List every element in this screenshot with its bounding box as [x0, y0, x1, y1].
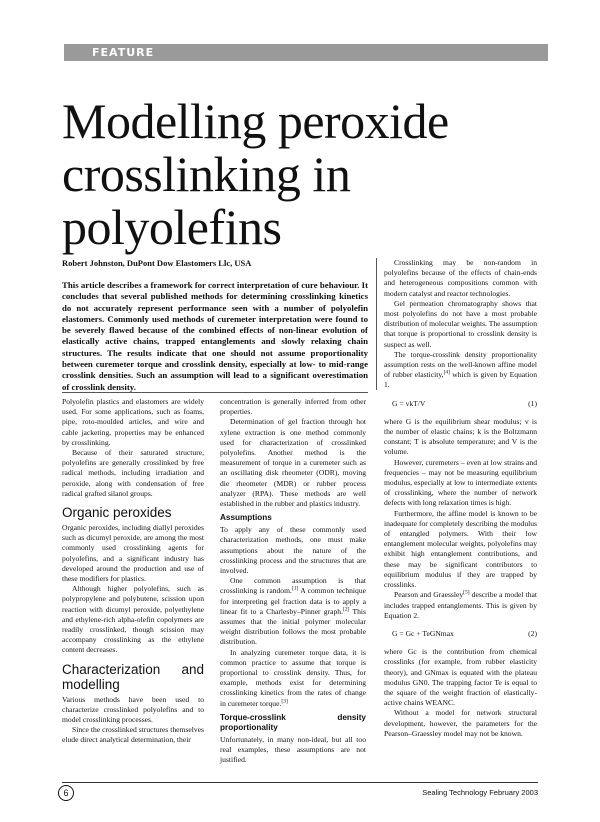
column-3 — [384, 258, 537, 739]
paragraph: However, curemeters – even at low strains and frequencies – may not be measuring equilibrium modulus, especially at low to intermediate extents of crosslinking, where the number of network defects with long relaxation times is high. — [384, 457, 537, 508]
paragraph: In analyzing curemeter torque data, it is common practice to assume that torque is proportional to crosslink density. Thus, for example, methods exist for determining crosslinking kinetics from the rates of change in curemeter torque.[3] — [220, 647, 366, 708]
reference-4: [4] — [443, 369, 450, 376]
paragraph: concentration is generally inferred from other properties. — [220, 397, 366, 417]
equation-1: G = vkT/V (1) — [392, 398, 537, 408]
reference-5: [5] — [463, 589, 470, 596]
abstract: This article describes a framework for correct interpretation of cure behaviour. It concludes that several published methods for determining crosslinking kinetics do not accurately represent performance seen with a number of polyolefin elastomers. Commonly used methods of curemeter interpretation were found to be severely flawed because of the combined effects of non-linear evolution of elastically active chains, trapped entanglements and slowly relaxing chain structures. The results indicate that one should not assume proportionality between curemeter torque and crosslink density, especially at low- to mid-range crosslink densities. Such an assumption will lead to a significant overestimation of crosslink density. — [62, 280, 368, 392]
byline: Robert Johnston, DuPont Dow Elastomers Llc, USA — [62, 258, 252, 268]
heading-characterization: Characterization and modelling — [62, 661, 204, 692]
column-divider — [376, 258, 377, 390]
paragraph: Since the crosslinked structures themselves elude direct analytical determination, their — [62, 725, 204, 745]
footer-rule — [62, 782, 538, 783]
column-2 — [220, 397, 366, 766]
paragraph: Pearson and Graessley[5] describe a model that includes trapped entanglements. This is given by Equation 2. — [384, 589, 537, 620]
paragraph: Various methods have been used to characterize crosslinked polyolefins and to model crosslinking processes. — [62, 694, 204, 725]
article-title: Modelling peroxide crosslinking in polyolefins — [62, 93, 449, 255]
paragraph: where G is the equilibrium shear modulus; v is the number of elastic chains; k is the Boltzmann constant; T is absolute temperature; and V is the volume. — [384, 416, 537, 457]
paragraph: Without a model for network structural development, however, the parameters for the Pearson–Graessley model may not be known. — [384, 708, 537, 738]
paragraph: Unfortunately, in many non-ideal, but all too real examples, these assumptions are not justified. — [220, 734, 366, 765]
paragraph: To apply any of these commonly used characterization methods, one must make assumptions about the nature of the crosslinking process and the structures that are involved. — [220, 525, 366, 576]
column-1 — [62, 397, 204, 746]
paragraph: Determination of gel fraction through hot xylene extraction is one method commonly used for characterization of crosslinked polyolefins. Another method is the measurement of torque in a curemeter such as an oscillating disk rheometer (ODR), moving die rheometer (MDR) or rubber process analyzer (RPA). These methods are well established in the rubber and plastics industry. — [220, 417, 366, 509]
heading-torque-proportionality: Torque-crosslink density proportionality — [220, 712, 366, 732]
equation-2: G = Gc + TeGNmax (2) — [392, 628, 537, 638]
reference-3: [3] — [281, 698, 288, 705]
paragraph: One common assumption is that crosslinking is random.[1] A common technique for interpreting gel fraction data is to apply a linear fit to a Charlesby–Pinner graph.[2] This assumes that the initial polymer molecular weight distribution follows the most probable distribution. — [220, 576, 367, 647]
paragraph: Although higher polyolefins, such as polypropylene and polybutene, scission upon reaction with dicumyl peroxide, polyethylene and ethylene-rich alpha-olefin copolymers are readily crosslinked, though scission may accompany crosslinking as the ethylene content decreases. — [62, 584, 204, 655]
section-label: FEATURE — [92, 46, 155, 59]
paragraph: Crosslinking may be non-random in polyolefins because of the effects of chain-ends and heterogeneous compositions common with modern catalyst and reactor technologies. — [384, 258, 537, 298]
journal-name: Sealing Technology February 2003 — [422, 788, 538, 797]
paragraph: Gel permeation chromatography shows that most polyolefins do not have a most probable distribution of molecular weights. The assumption that torque is proportional to crosslink density is suspect as well. — [384, 298, 537, 349]
paragraph: Because of their saturated structure, polyolefins are generally crosslinked by free radical methods, including irradiation and peroxide, along with condensation of free radical grafted silanol groups. — [62, 448, 204, 498]
paragraph: The torque-crosslink density proportionality assumption rests on the well-known affine model of rubber elasticity,[4] which is given by Equation 1. — [384, 349, 537, 390]
heading-assumptions: Assumptions — [220, 513, 272, 523]
heading-organic-peroxides: Organic peroxides — [62, 505, 172, 521]
paragraph: Organic peroxides, including diallyl peroxides such as dicumyl peroxide, are among the most commonly used crosslinking agents for polyolefins, and a significant industry has developed around the production and use of these modifiers for plastics. — [62, 523, 204, 584]
paragraph: where Gc is the contribution from chemical crosslinks (for example, from rubber elasticity theory), and GNmax is equated with the plateau modulus GN0. The trapping factor Te is equal to the square of the weight fraction of elastically-active chains WEANC. — [384, 647, 537, 708]
paragraph: Furthermore, the affine model is known to be inadequate for completely describing the modulus of entangled polymers. With their low entanglement molecular weights, polyolefins may exhibit high entanglement contributions, and these may be significant contributors to equilibrium modulus if they are trapped by crosslinks. — [384, 508, 537, 590]
abstract-divider — [62, 392, 368, 393]
paragraph: Polyolefin plastics and elastomers are widely used. For some applications, such as foams, pipe, roto-moulded articles, and wire and cable jacketing, properties may be enhanced by crosslinking. — [62, 397, 204, 447]
reference-1: [1] — [291, 585, 299, 592]
page-number: 6 — [58, 785, 74, 801]
reference-2: [2] — [343, 606, 350, 613]
